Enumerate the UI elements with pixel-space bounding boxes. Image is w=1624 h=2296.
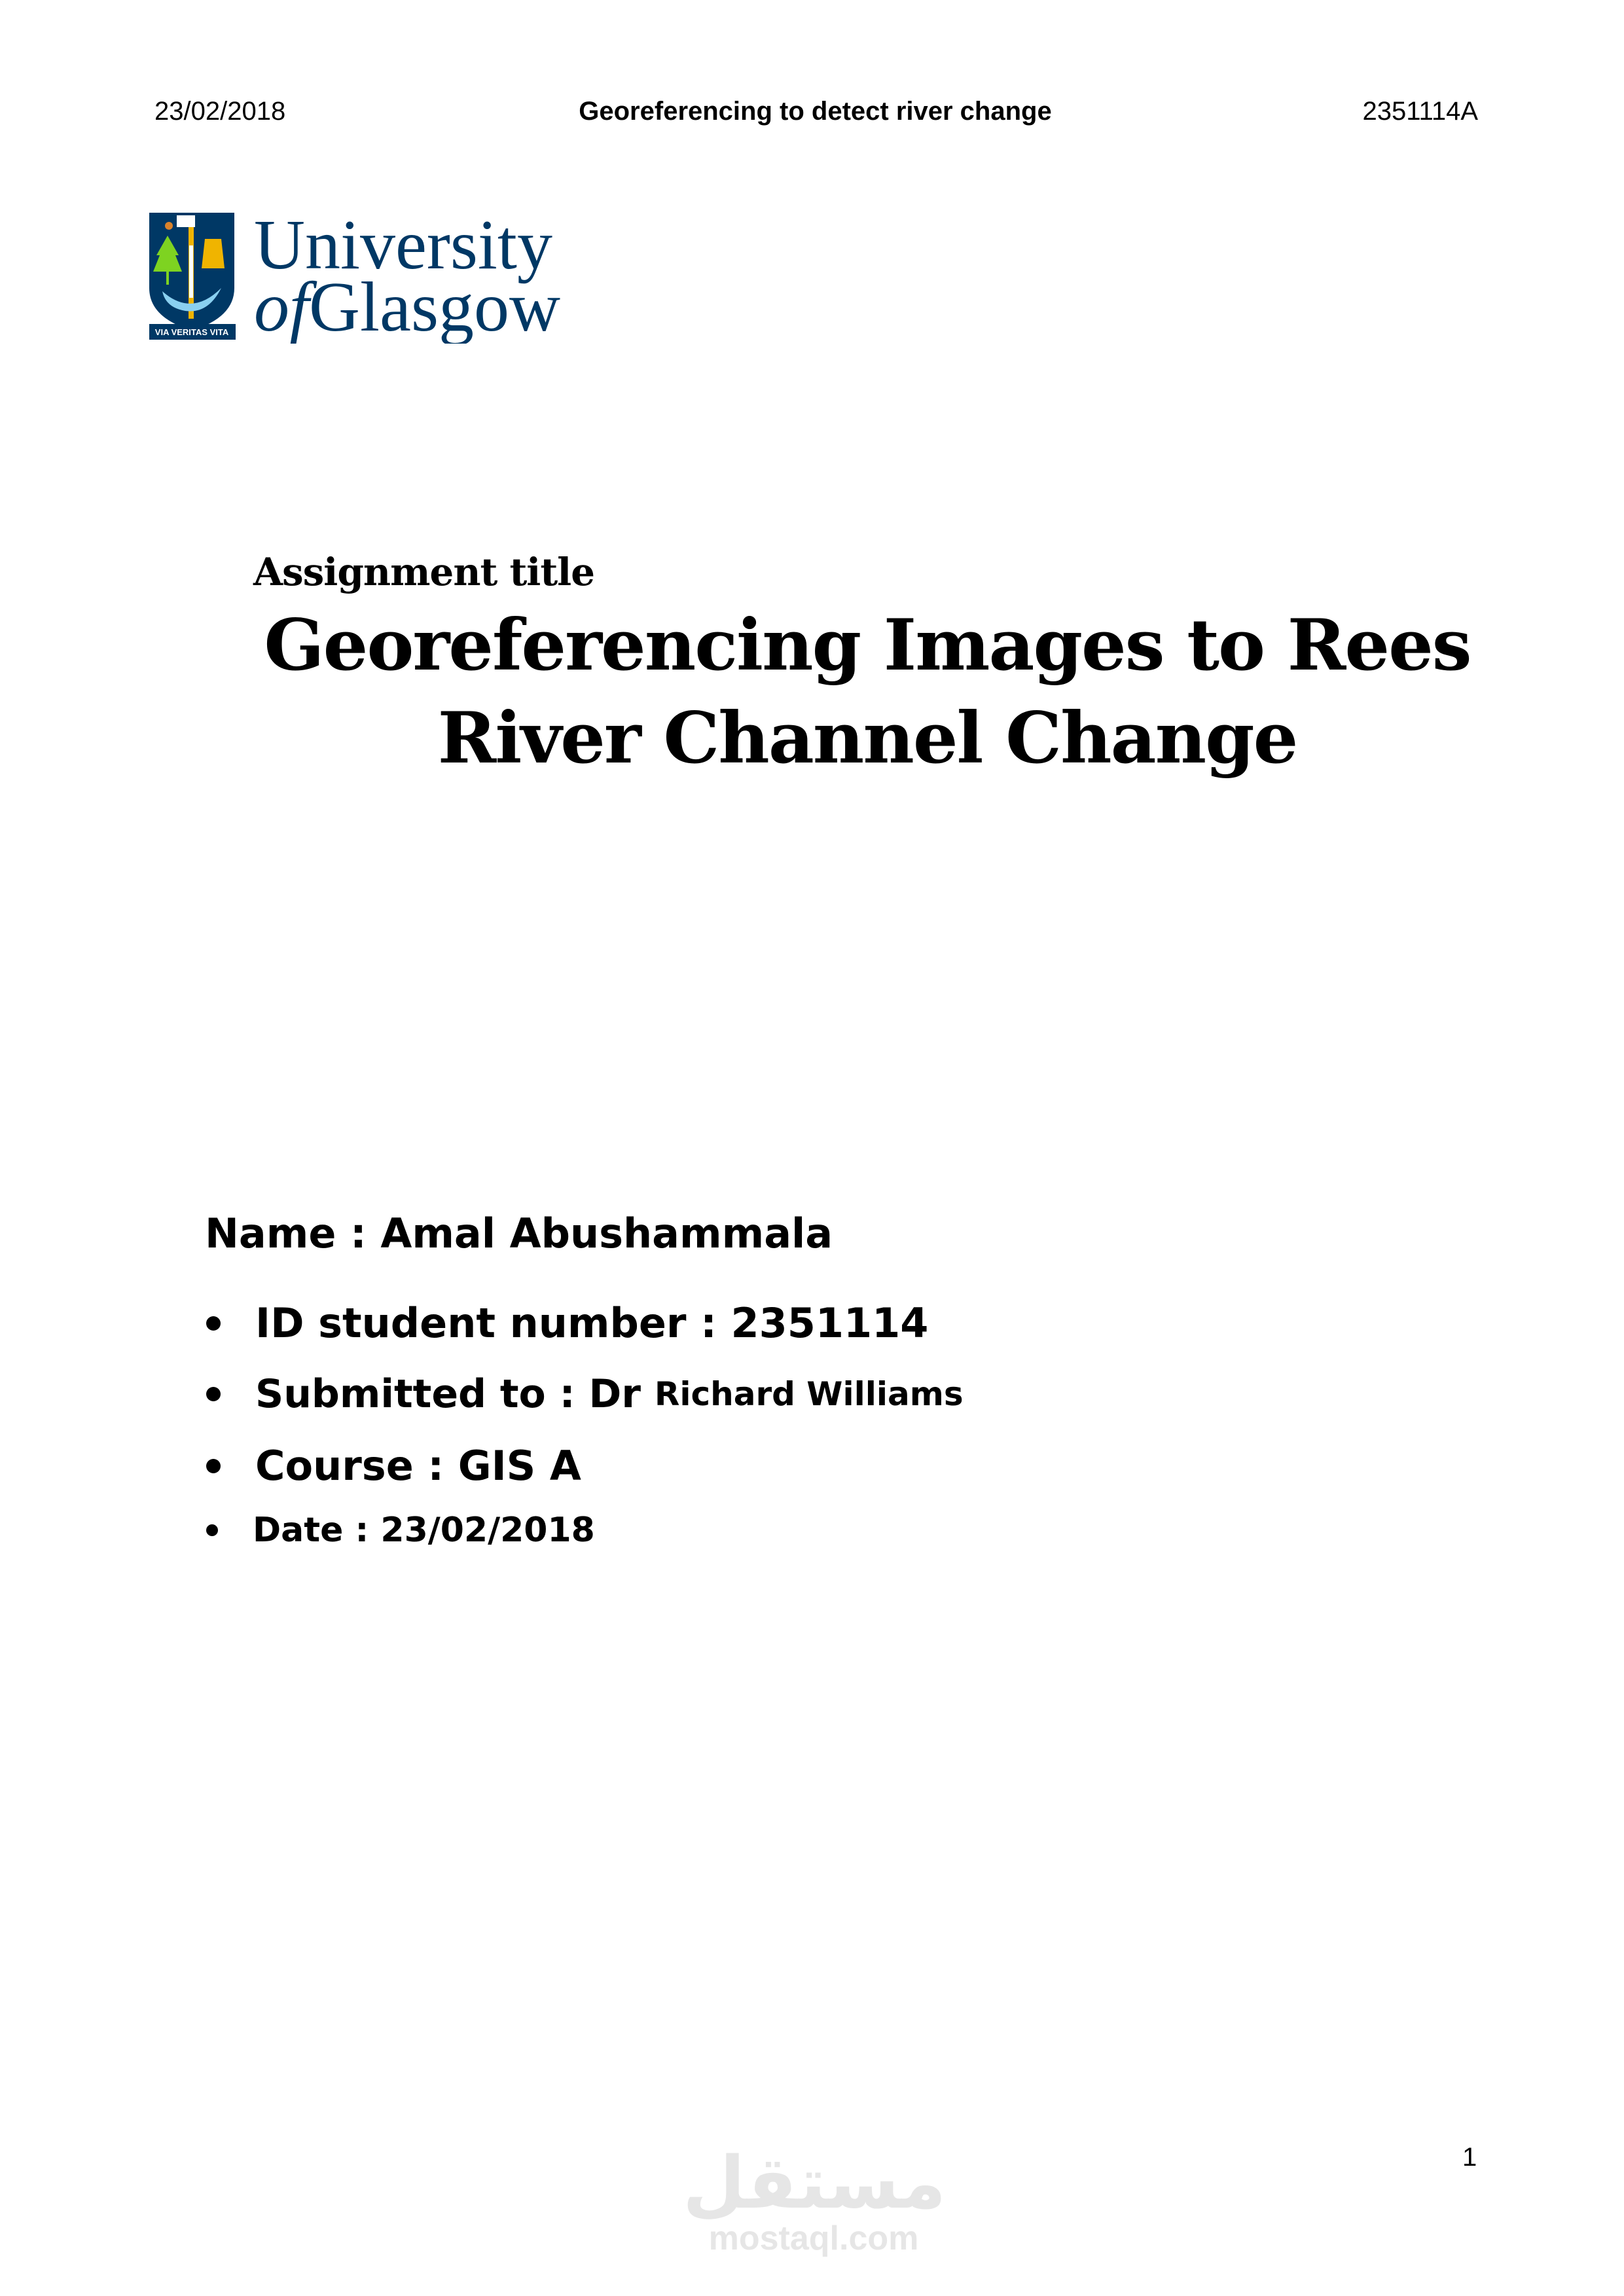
bullet-icon — [206, 1387, 221, 1401]
assignment-title: Georeferencing Images to Rees River Channel Change — [264, 604, 1471, 780]
list-item-submitted-to — [205, 1371, 964, 1417]
header-title: Georeferencing to detect river change — [579, 97, 1052, 126]
svg-text:ofGlasgow: ofGlasgow — [254, 268, 560, 344]
watermark-arabic: مستقل — [683, 2141, 947, 2225]
header-date: 23/02/2018 — [154, 97, 286, 126]
list-item-course — [205, 1442, 581, 1490]
university-logo — [149, 206, 575, 344]
svg-text:University: University — [254, 206, 552, 284]
bullet-icon — [206, 1459, 221, 1473]
university-crest-icon — [149, 206, 575, 344]
page-number: 1 — [1462, 2143, 1477, 2172]
item-text: Submitted to : Dr — [255, 1371, 655, 1417]
list-item-date — [205, 1511, 595, 1550]
svg-text:VIA VERITAS VITA: VIA VERITAS VITA — [154, 327, 229, 337]
header-student-id: 2351114A — [1362, 97, 1478, 126]
watermark — [683, 2141, 947, 2258]
item-text: Date : 23/02/2018 — [253, 1511, 595, 1550]
item-text: ID student number : 2351114 — [255, 1299, 929, 1347]
item-text: Course : GIS A — [255, 1442, 581, 1490]
supervisor-name: Richard Williams — [654, 1375, 964, 1413]
assignment-label: Assignment title — [253, 550, 595, 594]
watermark-latin: mostaql.com — [708, 2219, 919, 2257]
list-item-student-id — [205, 1299, 928, 1347]
bullet-icon — [206, 1316, 221, 1331]
student-name: Name : Amal Abushammala — [205, 1210, 833, 1257]
bullet-icon — [206, 1524, 218, 1536]
